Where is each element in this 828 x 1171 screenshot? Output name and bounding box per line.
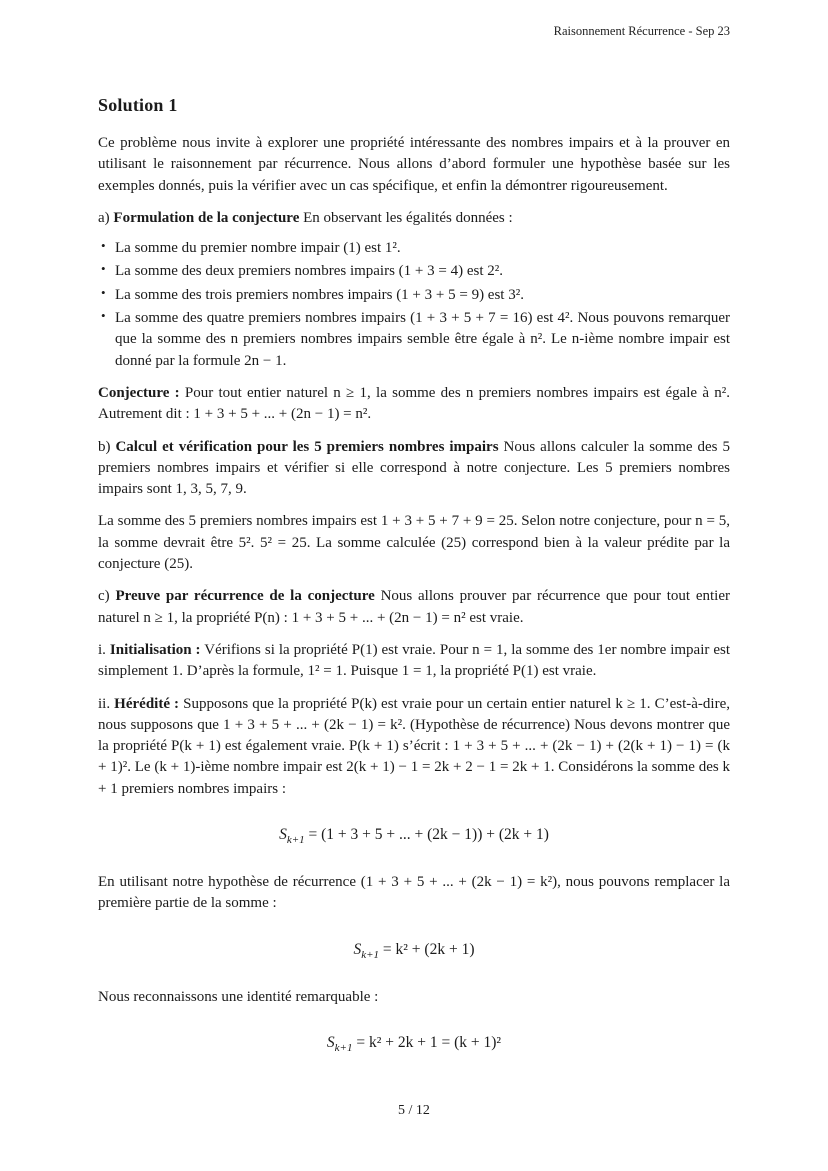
list-item-text: La somme des trois premiers nombres impairs (1 + 3 + 5 = 9) est 3². [115, 286, 524, 303]
bullet-icon: • [101, 261, 106, 277]
step-ii-heading: Hérédité : [114, 695, 180, 712]
equation-rhs: = k² + 2k + 1 = (k + 1)² [352, 1034, 502, 1052]
section-c-heading: Preuve par récurrence de la conjecture [115, 588, 375, 605]
step-heredite-paragraph [98, 694, 730, 800]
bullet-icon: • [101, 238, 106, 254]
equation-variable: S [353, 940, 362, 958]
equation-subscript: k+1 [286, 834, 305, 847]
step-initialisation-paragraph [98, 640, 730, 683]
section-b-paragraph [98, 437, 730, 501]
list-item-text: La somme du premier nombre impair (1) est 1². [115, 240, 401, 257]
section-a-paragraph [98, 208, 730, 229]
section-b-text: Nous allons calculer la somme des 5 premiers nombres impairs et vérifier si elle correspond à notre conjecture. Les 5 premiers nombres impairs sont 1, 3, 5, 7, 9. [98, 438, 730, 498]
step-i-heading: Initialisation : [109, 641, 201, 658]
section-c-prefix: c) [98, 588, 116, 605]
intro-paragraph [98, 133, 730, 197]
conjecture-text: Pour tout entier naturel n ≥ 1, la somme des n premiers nombres impairs est égale à n². Autrement dit : 1 + 3 + 5 + ... + (2n − 1) = n². [98, 384, 730, 423]
conjecture-label: Conjecture : [98, 384, 180, 401]
list-item [98, 261, 730, 282]
conjecture-paragraph [98, 383, 730, 426]
identity-paragraph [98, 987, 730, 1008]
page-footer [0, 1103, 828, 1119]
section-a-text: En observant les égalités données : [299, 209, 513, 226]
equation-substituted [98, 941, 730, 961]
list-item [98, 238, 730, 259]
list-item-text: La somme des deux premiers nombres impairs (1 + 3 = 4) est 2². [115, 263, 504, 280]
bullet-icon: • [101, 284, 106, 300]
paragraph-text: Nous reconnaissons une identité remarquable : [98, 988, 379, 1005]
section-c-text: Nous allons prouver par récurrence que pour tout entier naturel n ≥ 1, la propriété P(n) : 1 + 3 + 5 + ... + (2n − 1) = n² est vraie. [98, 588, 730, 626]
header-running-title: Raisonnement Récurrence - Sep 23 [553, 24, 730, 38]
paragraph-text: La somme des 5 premiers nombres impairs est 1 + 3 + 5 + 7 + 9 = 25. Selon notre conjecture, pour n = 5, la somme devrait être 5². 5² = 25. La somme calculée (25) correspond bien à la valeur prédite par la conjecture (25). [98, 513, 730, 573]
verification-paragraph [98, 511, 730, 575]
paragraph-text: Ce problème nous invite à explorer une propriété intéressante des nombres impairs et à la prouver en utilisant le raisonnement par récurrence. Nous allons d’abord formuler une hypothèse basée sur les exemples donnés, puis la vérifier avec un cas spécifique, et enfin la démontrer rigoureusement. [98, 135, 730, 194]
page-header [98, 24, 730, 39]
equation-rhs: = (1 + 3 + 5 + ... + (2k − 1)) + (2k + 1) [304, 826, 549, 844]
section-a-heading: Formulation de la conjecture [113, 209, 300, 226]
bullet-icon: • [101, 308, 106, 324]
paragraph-text: En utilisant notre hypothèse de récurrence (1 + 3 + 5 + ... + (2k − 1) = k²), nous pouvons remplacer la première partie de la somme : [98, 874, 730, 912]
step-i-prefix: i. [98, 641, 110, 658]
equation-subscript: k+1 [361, 948, 380, 961]
section-a-prefix: a) [98, 209, 114, 226]
list-item [98, 285, 730, 306]
section-c-paragraph [98, 586, 730, 629]
equation-sum-expanded [98, 826, 730, 846]
equation-rhs: = k² + (2k + 1) [379, 940, 475, 958]
section-b-prefix: b) [98, 438, 116, 455]
step-ii-text: Supposons que la propriété P(k) est vraie pour un certain entier naturel k ≥ 1. C’est-à-dire, nous supposons que 1 + 3 + 5 + ... + (2k − 1) = k². (Hypothèse de récurrence) Nous devons montrer que la propriété P(k + 1) est également vraie. P(k + 1) s’écrit : 1 + 3 + 5 + ... + (2k − 1) + (2(k + 1) − 1) = (k + 1)². Le (k + 1)-ième nombre impair est 2(k + 1) − 1 = 2k + 2 − 1 = 2k + 1. Considérons la somme des k + 1 premiers nombres impairs : [98, 695, 730, 797]
equation-variable: S [279, 826, 287, 844]
equation-subscript: k+1 [334, 1042, 353, 1055]
step-i-text: Vérifions si la propriété P(1) est vraie. Pour n = 1, la somme des 1er nombre impair est simplement 1. D’après la formule, 1² = 1. Puisque 1 = 1, la propriété P(1) est vraie. [98, 641, 730, 680]
observations-list [98, 238, 730, 372]
equation-remarkable-identity [98, 1034, 730, 1054]
list-item-text: La somme des quatre premiers nombres impairs (1 + 3 + 5 + 7 = 16) est 4². Nous pouvons remarquer que la somme des n premiers nombres impairs semble être égale à n². Le n-ième nombre impair est donné par la formule 2n − 1. [115, 310, 730, 369]
equation-variable: S [326, 1034, 335, 1052]
section-b-heading: Calcul et vérification pour les 5 premiers nombres impairs [115, 438, 499, 455]
hypothesis-paragraph [98, 872, 730, 915]
list-item [98, 308, 730, 372]
solution-title: Solution 1 [98, 95, 178, 115]
step-ii-prefix: ii. [98, 695, 115, 712]
page-number: 5 / 12 [398, 1103, 430, 1118]
